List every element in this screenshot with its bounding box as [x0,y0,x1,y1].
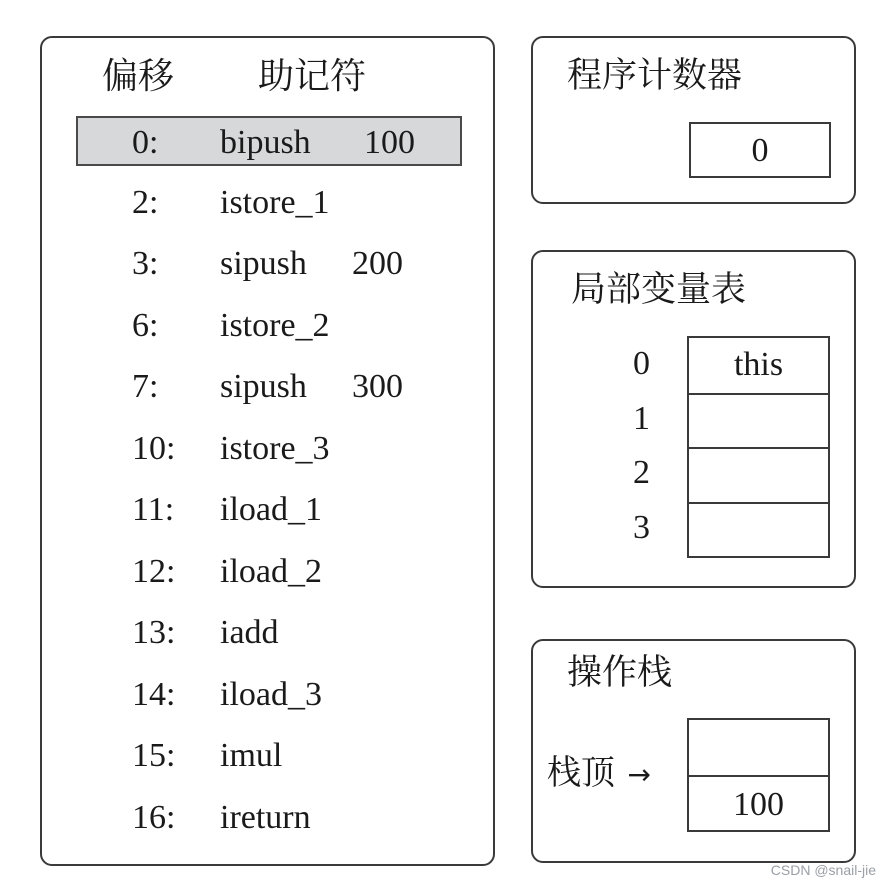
stack-top-label [547,757,651,791]
instruction-mnemonic: imul [220,737,283,774]
instruction-operand: 200 [352,245,403,282]
slot-index: 1 [633,400,650,437]
instruction-mnemonic: istore_1 [220,184,330,221]
instruction-offset: 12: [132,553,176,590]
slot-index: 3 [633,509,650,546]
local-variable-slot [689,447,828,502]
instruction-offset: 7: [132,368,159,405]
instruction-offset: 13: [132,614,176,651]
instruction-offset: 11: [132,491,175,528]
instruction-row [42,670,493,720]
local-variable-slot: this [733,346,784,383]
instruction-mnemonic: bipush [220,124,311,161]
instruction-offset: 6: [132,307,159,344]
instruction-row [42,608,493,658]
instruction-offset: 15: [132,737,176,774]
instruction-offset: 2: [132,184,159,221]
instruction-mnemonic: sipush [220,245,307,282]
program-counter-value: 0 [751,132,769,169]
operand-stack-slots [687,718,830,832]
local-variable-table-panel [531,250,856,588]
instruction-mnemonic: iload_3 [220,676,322,713]
instruction-mnemonic: iload_1 [220,491,322,528]
operand-stack-title: 操作栈 [567,653,673,692]
slot-index: 2 [633,454,650,491]
instruction-mnemonic: iload_2 [220,553,322,590]
arrow-right-icon: → [627,758,651,791]
instruction-row [42,362,493,412]
local-variable-slot [689,502,828,557]
instruction-offset: 0: [132,124,159,161]
instruction-mnemonic: iadd [220,614,279,651]
instruction-offset: 14: [132,676,176,713]
stack-top-text: 栈顶 [547,755,615,792]
offset-header: 偏移 [102,56,175,96]
instruction-row [42,485,493,535]
instruction-row [42,239,493,289]
instruction-row [42,731,493,781]
program-counter-box [689,122,831,178]
bytecode-panel [40,36,495,866]
program-counter-panel [531,36,856,204]
instruction-row [42,424,493,474]
instruction-operand: 100 [364,124,415,161]
watermark: CSDN @snail-jie [770,862,876,878]
local-variable-slot [689,393,828,448]
mnemonic-header: 助记符 [258,56,367,96]
stack-slot: 100 [689,775,828,830]
local-variable-table-title: 局部变量表 [571,270,747,309]
instruction-mnemonic: istore_2 [220,307,330,344]
instruction-operand: 300 [352,368,403,405]
program-counter-title: 程序计数器 [567,56,743,95]
instruction-row [42,178,493,228]
instruction-row [42,547,493,597]
stack-slot [689,720,828,775]
instruction-offset: 3: [132,245,159,282]
instruction-row [42,793,493,843]
instruction-row [76,116,462,166]
operand-stack-panel [531,639,856,863]
slot-index: 0 [633,345,650,382]
instruction-offset: 10: [132,430,176,467]
instruction-row [42,301,493,351]
instruction-mnemonic: sipush [220,368,307,405]
local-variable-slots [687,336,830,558]
instruction-mnemonic: ireturn [220,799,311,836]
instruction-mnemonic: istore_3 [220,430,330,467]
instruction-offset: 16: [132,799,176,836]
